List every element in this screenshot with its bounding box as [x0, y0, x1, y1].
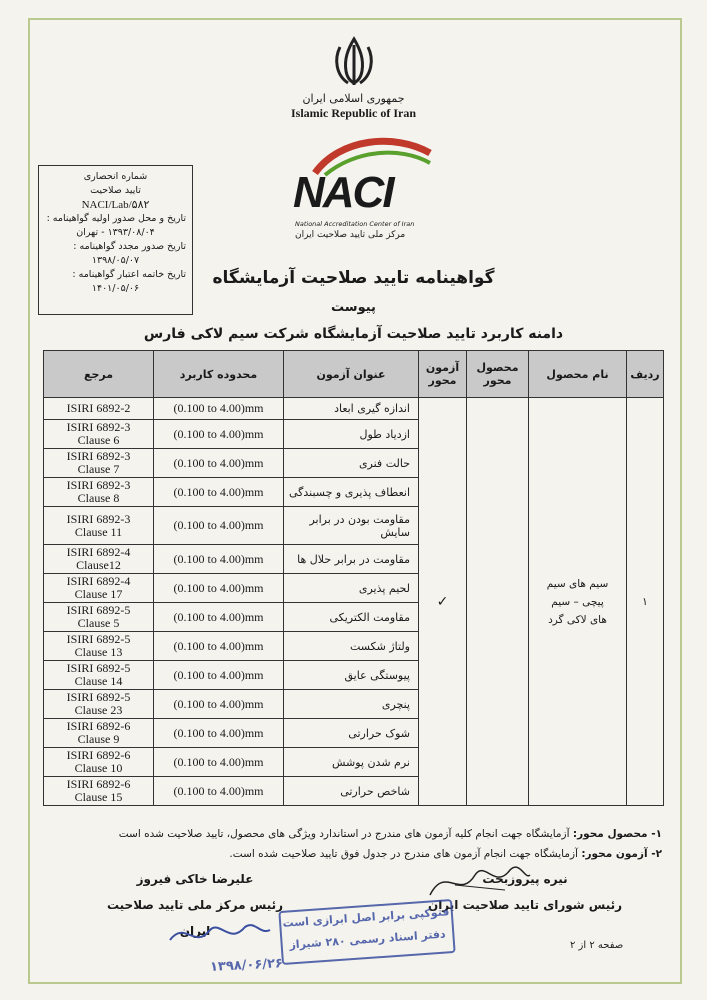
reference-cell	[44, 449, 154, 478]
renew-value: ۱۳۹۸/۰۵/۰۷	[91, 255, 140, 266]
reference-cell	[44, 632, 154, 661]
range-cell: (0.100 to 4.00)mm	[154, 449, 284, 478]
logo-subtitle-fa: مرکز ملی تایید صلاحیت ایران	[295, 230, 406, 240]
range-cell: (0.100 to 4.00)mm	[154, 690, 284, 719]
note-2-label: ۲- آزمون محور:	[581, 848, 662, 860]
reference-standard: ISIRI 6892-5	[66, 690, 131, 704]
test-title-cell: مقاومت بودن در برابر سایش	[284, 507, 419, 545]
note-2-text: آزمایشگاه جهت انجام آزمون های مندرج در جدول فوق تایید صلاحیت شده است.	[229, 848, 582, 860]
certificate-title: گواهینامه تایید صلاحیت آزمایشگاه	[212, 268, 495, 288]
expiry-label: تاریخ خاتمه اعتبار گواهینامه :	[72, 269, 186, 280]
reference-clause: Clause 7	[77, 462, 120, 476]
iran-emblem-icon	[330, 35, 378, 87]
reference-cell	[44, 545, 154, 574]
test-title-cell: شاخص حرارتی	[284, 777, 419, 806]
naci-logo	[285, 128, 435, 248]
test-title-cell: مقاومت در برابر حلال ها	[284, 545, 419, 574]
reference-standard: ISIRI 6892-2	[66, 401, 131, 415]
reference-cell	[44, 507, 154, 545]
test-title-cell: ولتاژ شکست	[284, 632, 419, 661]
range-cell: (0.100 to 4.00)mm	[154, 777, 284, 806]
range-cell: (0.100 to 4.00)mm	[154, 574, 284, 603]
product-name-cell: سیم های سیم پیچی – سیم های لاکی گرد	[529, 398, 627, 806]
test-title-cell: ازدیاد طول	[284, 420, 419, 449]
reference-clause: Clause 14	[74, 674, 123, 688]
test-title-cell: اندازه گیری ابعاد	[284, 398, 419, 420]
info-code: NACI/Lab/۵۸۲	[81, 199, 150, 211]
test-title-cell: انعطاف پذیری و چسبندگی	[284, 478, 419, 507]
test-title-cell: شوک حرارتی	[284, 719, 419, 748]
reference-standard: ISIRI 6892-3	[66, 449, 131, 463]
republic-name-fa: جمهوری اسلامی ایران	[302, 92, 405, 105]
reference-standard: ISIRI 6892-5	[66, 603, 131, 617]
range-cell: (0.100 to 4.00)mm	[154, 420, 284, 449]
reference-cell	[44, 398, 154, 420]
left-signer-name: علیرضا خاکی فیروز	[136, 872, 254, 886]
range-cell: (0.100 to 4.00)mm	[154, 632, 284, 661]
scope-table	[43, 350, 664, 806]
stamp-line2: دفتر اسناد رسمی ۲۸۰ شیراز	[289, 927, 447, 952]
reference-clause: Clause 17	[74, 587, 123, 601]
certificate-info-box	[38, 165, 193, 315]
republic-name-en: Islamic Republic of Iran	[290, 106, 416, 120]
right-signer-title: رئیس شورای تایید صلاحیت ایران	[427, 898, 623, 912]
test-title-cell: لحیم پذیری	[284, 574, 419, 603]
reference-cell	[44, 719, 154, 748]
handwritten-signature-icon	[425, 855, 535, 905]
test-title-cell: حالت فنری	[284, 449, 419, 478]
expiry-value: ۱۴۰۱/۰۵/۰۶	[91, 283, 140, 294]
reference-standard: ISIRI 6892-5	[66, 661, 131, 675]
header-product-name: نام محصول	[529, 351, 627, 398]
range-cell: (0.100 to 4.00)mm	[154, 478, 284, 507]
reference-clause: Clause 9	[77, 732, 120, 746]
page-number: صفحه ۲ از ۲	[570, 940, 624, 951]
right-signer-name: نیره پیروزبخت	[482, 872, 568, 886]
renew-label: تاریخ صدور مجدد گواهینامه :	[73, 241, 186, 252]
reference-standard: ISIRI 6892-6	[66, 777, 131, 791]
scope-title: دامنه کاربرد تایید صلاحیت آزمایشگاه شرکت سیم لاکی فارس	[143, 326, 564, 342]
range-cell: (0.100 to 4.00)mm	[154, 545, 284, 574]
note-1-label: ۱- محصول محور:	[572, 828, 662, 840]
issue-value: ۱۳۹۳/۰۸/۰۴ - تهران	[76, 227, 155, 238]
range-cell: (0.100 to 4.00)mm	[154, 719, 284, 748]
reference-cell	[44, 603, 154, 632]
stamp-date: ۱۳۹۸/۰۶/۲۶	[209, 956, 284, 975]
reference-clause: Clause 5	[77, 616, 120, 630]
reference-cell	[44, 420, 154, 449]
stamp-line1: فتوکپی برابر اصل ابرازی است	[282, 905, 450, 930]
test-axis-check-cell: ✓	[419, 398, 467, 806]
reference-cell	[44, 690, 154, 719]
reference-standard: ISIRI 6892-5	[66, 632, 131, 646]
logo-text: NACI	[293, 168, 393, 217]
range-cell: (0.100 to 4.00)mm	[154, 748, 284, 777]
test-title-cell: پنچری	[284, 690, 419, 719]
reference-standard: ISIRI 6892-3	[66, 511, 131, 526]
test-title-cell: نرم شدن پوشش	[284, 748, 419, 777]
info-line2: تایید صلاحیت	[90, 185, 141, 196]
range-cell: (0.100 to 4.00)mm	[154, 507, 284, 545]
reference-cell	[44, 574, 154, 603]
header-range: محدوده کاربرد	[154, 351, 284, 398]
issue-label: تاریخ و محل صدور اولیه گواهینامه :	[46, 213, 186, 224]
reference-standard: ISIRI 6892-4	[66, 574, 131, 588]
test-title-cell: مقاومت الکتریکی	[284, 603, 419, 632]
reference-standard: ISIRI 6892-3	[66, 478, 131, 492]
range-cell: (0.100 to 4.00)mm	[154, 661, 284, 690]
header-product-axis: محصول محور	[467, 351, 529, 398]
note-1	[42, 824, 662, 844]
row-number-cell: ۱	[627, 398, 664, 806]
reference-clause: Clause 15	[74, 790, 123, 804]
header-reference: مرجع	[44, 351, 154, 398]
reference-clause: Clause 23	[74, 703, 123, 717]
left-signer-title: رئیس مرکز ملی تایید صلاحیت ایران	[106, 898, 284, 938]
reference-cell	[44, 748, 154, 777]
reference-standard: ISIRI 6892-6	[66, 719, 131, 733]
reference-standard: ISIRI 6892-4	[66, 545, 131, 559]
range-cell: (0.100 to 4.00)mm	[154, 398, 284, 420]
note-2	[42, 844, 662, 864]
reference-clause: Clause12	[76, 558, 121, 572]
appendix-label: پیوست	[331, 300, 376, 315]
note-1-text: آزمایشگاه جهت انجام کلیه آزمون های مندرج در استاندارد ویژگی های محصول، تایید صلاحیت شده است	[118, 828, 573, 840]
reference-cell	[44, 478, 154, 507]
range-cell: (0.100 to 4.00)mm	[154, 603, 284, 632]
header-test-axis: آزمون محور	[419, 351, 467, 398]
table-body	[44, 398, 664, 806]
header-test-title: عنوان آزمون	[284, 351, 419, 398]
info-line1: شماره انحصاری	[83, 171, 148, 182]
reference-cell	[44, 777, 154, 806]
reference-clause: Clause 6	[77, 433, 120, 447]
reference-cell	[44, 661, 154, 690]
test-title-cell: پیوستگی عایق	[284, 661, 419, 690]
reference-clause: Clause 13	[74, 645, 123, 659]
reference-clause: Clause 10	[74, 761, 123, 775]
blue-signature-icon	[165, 915, 275, 955]
reference-standard: ISIRI 6892-6	[66, 748, 131, 762]
product-axis-cell	[467, 398, 529, 806]
header-row-no: ردیف	[627, 351, 664, 398]
notes	[42, 824, 662, 864]
reference-clause: Clause 11	[74, 524, 123, 539]
reference-standard: ISIRI 6892-3	[66, 420, 131, 434]
reference-clause: Clause 8	[77, 491, 120, 505]
table-row	[44, 398, 664, 420]
logo-subtitle-en: National Accreditation Center of Iran	[295, 220, 415, 228]
